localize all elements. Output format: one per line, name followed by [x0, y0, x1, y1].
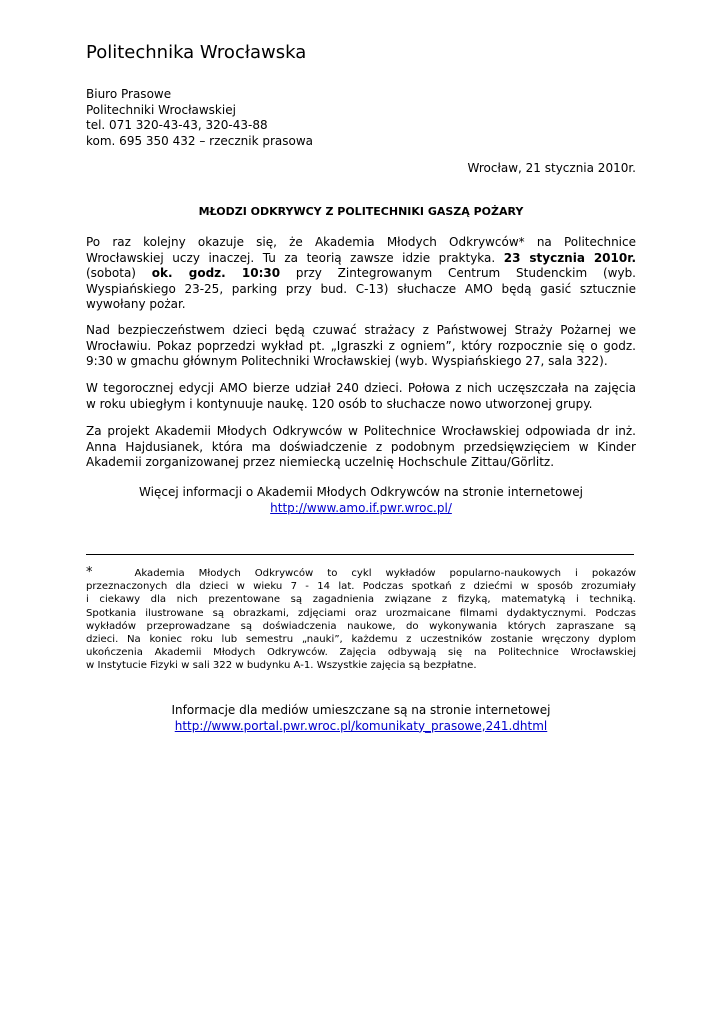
media-info [86, 703, 636, 734]
text-line [86, 567, 636, 580]
footnote-asterisk: * [86, 565, 93, 580]
text-line: Spotkania ilustrowane są obrazkami, zdjęciami oraz urozmaicane filmami dydaktycznymi. Podczas [86, 607, 636, 619]
press-releases-link[interactable]: http://www.portal.pwr.wroc.pl/komunikaty_prasowe,241.dhtml [174, 718, 548, 733]
text-line: wywołany pożar. [86, 297, 186, 311]
paragraph-3 [86, 381, 636, 412]
text-run: Wrocławskiej uczy inaczej. Tu za teorią zawsze idzie praktyka. [86, 250, 504, 265]
text-line [86, 266, 636, 282]
text-line: Nad bezpieczeństwem dzieci będą czuwać strażacy z Państwowej Straży Pożarnej we [86, 323, 636, 337]
amo-website-link[interactable]: http://www.amo.if.pwr.wroc.pl/ [270, 500, 452, 515]
release-date: Wrocław, 21 stycznia 2010r. [467, 161, 636, 175]
media-info-text: Informacje dla mediów umieszczane są na stronie internetowej [171, 703, 551, 717]
more-info-text: Więcej informacji o Akademii Młodych Odkrywców na stronie internetowej [139, 485, 583, 499]
text-line: przeznaczonych dla dzieci w wieku 7 - 14 lat. Podczas spotkań z dziećmi w sposób zrozumiały [86, 581, 636, 593]
text-line: 9:30 w gmachu głównym Politechniki Wrocławskiej (wyb. Wyspiańskiego 27, sala 322). [86, 354, 608, 368]
text-line: Akademii zorganizowanej przez niemiecką uczelnię Hochschule Zittau/Görlitz. [86, 455, 555, 469]
paragraph-1 [86, 235, 636, 313]
event-time-bold: ok. godz. 10:30 [151, 266, 281, 280]
text-line: i ciekawy dla nich prezentowane są zagadnienia związane z fizyką, matematyką i techniką. [86, 594, 636, 606]
contact-line: kom. 695 350 432 – rzecznik prasowa [86, 133, 314, 148]
text-line: w Instytucie Fizyki w sali 322 w budynku A-1. Wszystkie zajęcia są bezpłatne. [86, 660, 477, 672]
headline: MŁODZI ODKRYWCY Z POLITECHNIKI GASZĄ POŻARY [198, 205, 524, 218]
text-run: (sobota) [86, 266, 152, 280]
more-info [86, 485, 636, 516]
text-line: Anna Hajdusianek, która ma doświadczenie z podobnym przedsięwzięciem w Kinder [86, 439, 636, 454]
paragraph-2 [86, 323, 636, 370]
text-line: W tegorocznej edycji AMO bierze udział 240 dzieci. Połowa z nich uczęszczała na zajęcia [86, 381, 636, 395]
text-line: Wrocławiu. Pokaz poprzedzi wykład pt. „Igraszki z ogniem”, który rozpocznie się o godz. [86, 338, 636, 353]
text-line: w roku ubiegłym i kontynuuje naukę. 120 osób to słuchacze nowo utworzonej grupy. [86, 396, 593, 411]
contact-line: tel. 071 320-43-43, 320-43-88 [86, 118, 268, 133]
text-line: dzieci. Na koniec roku lub semestru „nauki”, każdemu z uczestników zostanie wręczony dyplom [86, 633, 636, 645]
contact-line: Biuro Prasowe [86, 87, 172, 101]
institution-title: Politechnika Wrocławska [86, 42, 307, 63]
contact-line: Politechniki Wrocławskiej [86, 102, 236, 117]
paragraph-4 [86, 424, 636, 471]
event-date-bold: 23 stycznia 2010r. [503, 250, 637, 265]
press-office-contact [86, 87, 313, 149]
text-line: Po raz kolejny okazuje się, że Akademia Młodych Odkrywców* na Politechnice [86, 235, 636, 249]
text-line [86, 251, 636, 267]
text-line: ukończenia Akademii Młodych Odkrywców. Zajęcia odbywają się na Politechnice Wrocławskiej [86, 647, 636, 659]
text-run: Akademia Młodych Odkrywców to cykl wykładów popularno-naukowych i pokazów [134, 568, 636, 579]
footnote [86, 567, 636, 673]
text-line: Za projekt Akademii Młodych Odkrywców w Politechnice Wrocławskiej odpowiada dr inż. [86, 424, 636, 438]
footnote-divider [86, 554, 634, 555]
text-run: przy Zintegrowanym Centrum Studenckim (wyb. [280, 266, 636, 280]
text-line: wykładów przeprowadzane są doświadczenia naukowe, do wykonywania których zapraszane są [86, 620, 636, 632]
text-line: Wyspiańskiego 23-25, parking przy bud. C-13) słuchacze AMO będą gasić sztucznie [86, 281, 636, 296]
